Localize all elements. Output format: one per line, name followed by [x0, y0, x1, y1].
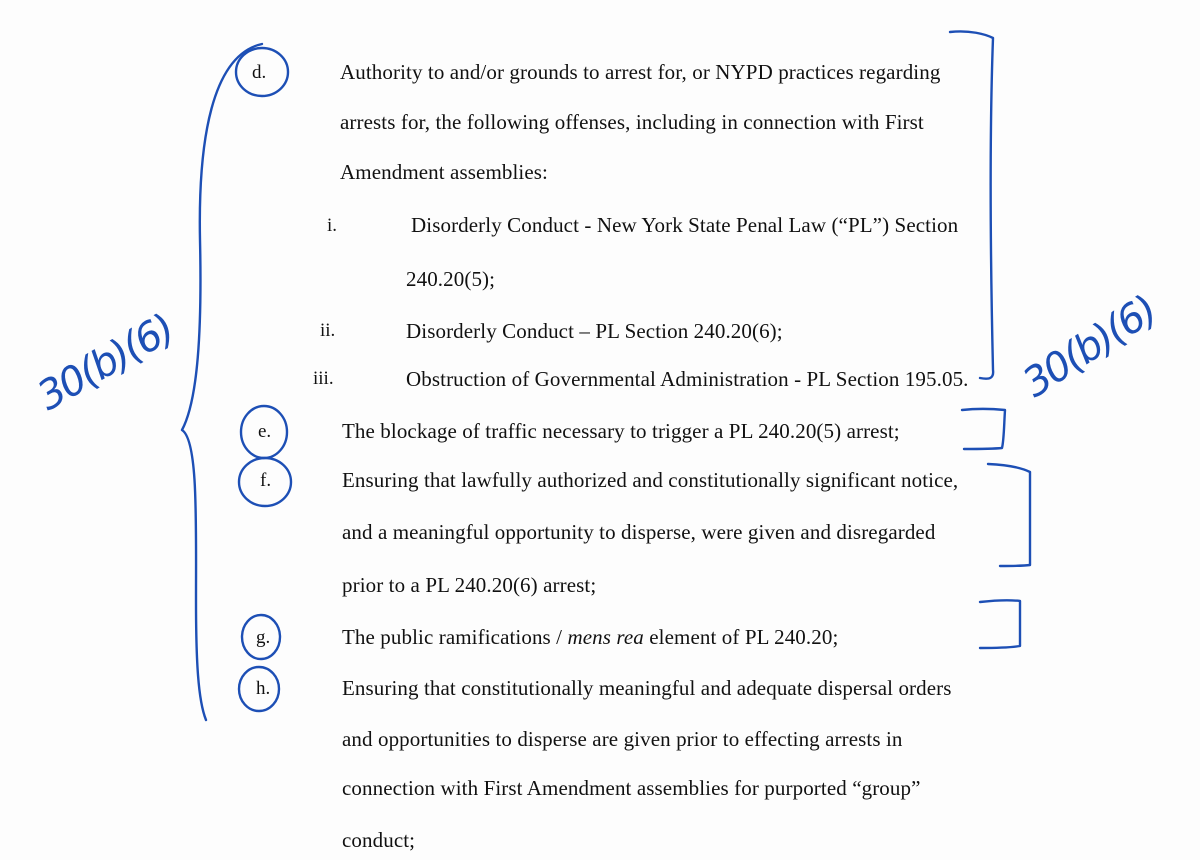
item-d-line-3: Amendment assemblies:	[340, 160, 548, 184]
right-bracket-d-mark	[950, 31, 993, 378]
item-g-line-1	[342, 624, 838, 650]
right-margin-note: 30(b)(6)	[1015, 287, 1165, 407]
item-h-label: h.	[256, 678, 271, 699]
left-margin-note: 30(b)(6)	[30, 305, 182, 420]
item-g-text-before: The public ramifications /	[342, 625, 568, 649]
item-d-line-2: arrests for, the following offenses, including in connection with First	[340, 110, 924, 134]
item-d-line-1: Authority to and/or grounds to arrest for, or NYPD practices regarding	[340, 60, 941, 84]
bracket-e-mark	[962, 409, 1005, 449]
left-brace-mark	[182, 44, 262, 720]
item-d-label: d.	[252, 62, 267, 83]
item-g-text-after: element of PL 240.20;	[643, 625, 839, 649]
item-h-line-2: and opportunities to disperse are given prior to effecting arrests in	[342, 727, 903, 751]
item-f-line-1: Ensuring that lawfully authorized and constitutionally significant notice,	[342, 468, 959, 492]
bracket-g-mark	[980, 600, 1020, 648]
subitem-iii-label: iii.	[313, 368, 334, 389]
item-e-label: e.	[258, 421, 272, 442]
subitem-i-line-2: 240.20(5);	[406, 267, 496, 291]
subitem-i-line-1: Disorderly Conduct - New York State Penal Law (“PL”) Section	[411, 213, 959, 237]
item-f-line-2: and a meaningful opportunity to disperse, were given and disregarded	[342, 520, 936, 544]
bracket-f-mark	[988, 464, 1030, 566]
item-g-text-italic: mens rea	[567, 625, 644, 649]
subitem-i-label: i.	[327, 215, 338, 236]
subitem-iii-line-1: Obstruction of Governmental Administration - PL Section 195.05.	[406, 367, 969, 391]
item-e-line-1: The blockage of traffic necessary to trigger a PL 240.20(5) arrest;	[342, 419, 900, 443]
item-f-line-3: prior to a PL 240.20(6) arrest;	[342, 573, 597, 597]
item-h-line-4: conduct;	[342, 828, 416, 852]
item-h-line-3: connection with First Amendment assemblies for purported “group”	[342, 776, 921, 800]
subitem-ii-label: ii.	[320, 320, 336, 341]
item-h-line-1: Ensuring that constitutionally meaningful and adequate dispersal orders	[342, 676, 952, 700]
subitem-ii-line-1: Disorderly Conduct – PL Section 240.20(6);	[406, 319, 783, 343]
item-f-label: f.	[260, 470, 272, 491]
item-g-label: g.	[256, 627, 271, 648]
